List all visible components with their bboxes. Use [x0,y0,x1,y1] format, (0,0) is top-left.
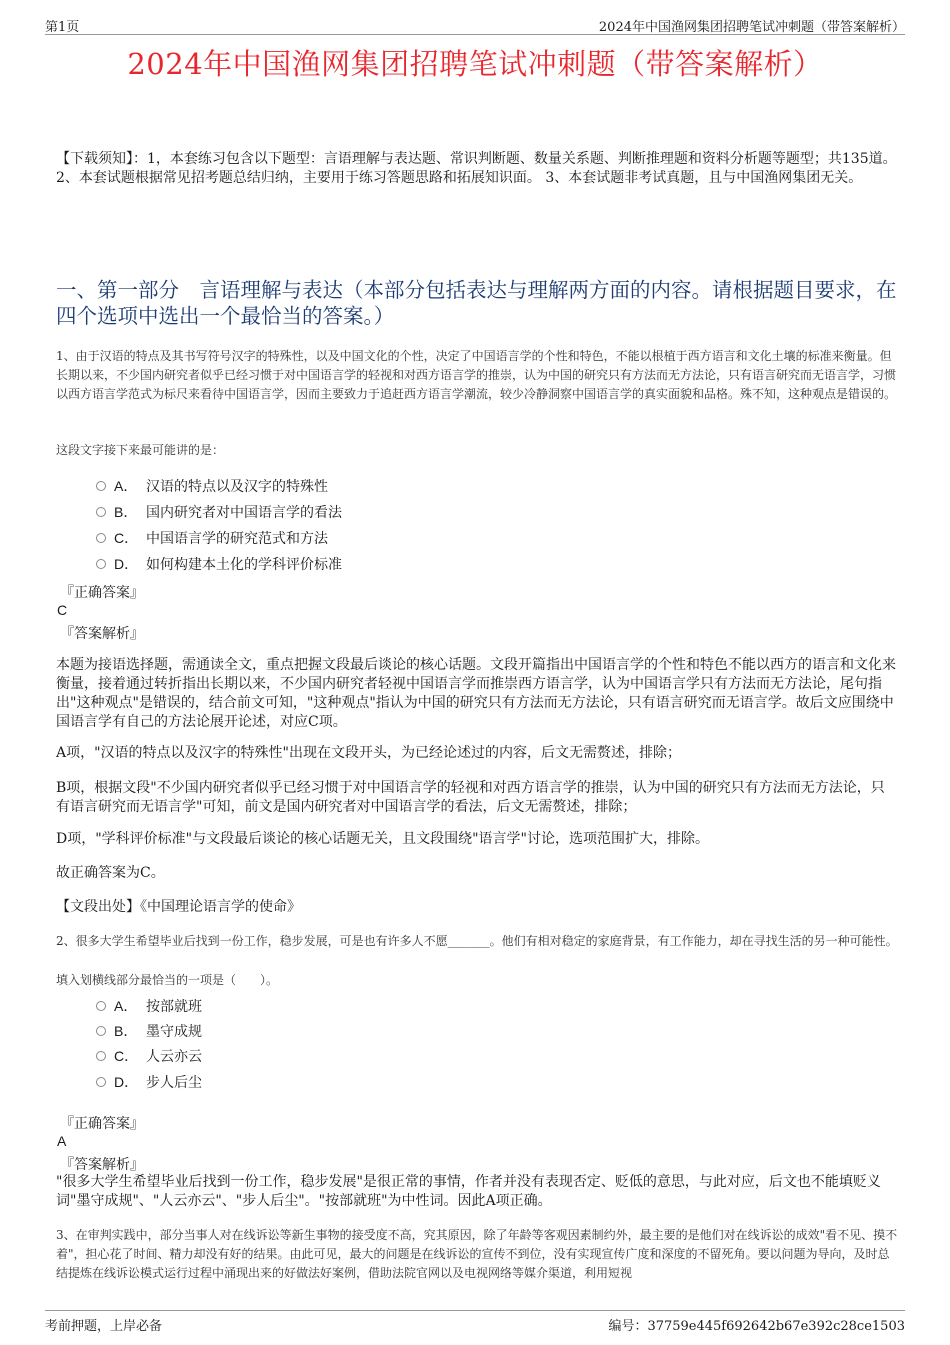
q2-option-c[interactable]: C． 人云亦云 [96,1046,202,1066]
radio-icon[interactable] [96,1051,106,1061]
q1-stem: 1、由于汉语的特点及其书写符号汉字的特殊性，以及中国文化的个性，决定了中国语言学的个性和特色，不能以根植于西方语言和文化土壤的标准来衡量。但长期以来，不少国内研究者似乎已经习惯于对中国语言学的轻视和对西方语言学的推崇，认为中国的研究只有方法而无方法论，只有语言研究而无语言学，习惯以西方语言学范式为标尺来看待中国语言学，因而主要致力于追赶西方语言学潮流，较少冷静洞察中国语言学的真实面貌和品格。殊不知，这种观点是错误的。 [56,349,897,401]
q2-option-b[interactable]: B． 墨守成规 [96,1021,202,1041]
radio-icon[interactable] [96,1026,106,1036]
radio-icon[interactable] [96,1077,106,1087]
q2-stem: 2、很多大学生希望毕业后找到一份工作，稳步发展，可是也有许多人不愿_______。他们有相对稳定的家庭背景，有工作能力，却在寻找生活的另一种可能性。 [56,934,898,948]
q2-answer-label: 『正确答案』 [60,1116,144,1132]
q1-option-c[interactable]: C． 中国语言学的研究范式和方法 [96,528,328,548]
page-number: 第1页 [45,20,80,35]
q1-answer: C [57,602,68,618]
section-heading: 一、第一部分 言语理解与表达（本部分包括表达与理解两方面的内容。请根据题目要求，在四个选项中选出一个最恰当的答案。） [56,278,897,328]
q1-analysis-label: 『答案解析』 [60,626,144,642]
page-header [45,14,905,35]
q1-option-a[interactable]: A． 汉语的特点以及汉字的特殊性 [96,476,328,496]
q2-answer: A [57,1133,67,1149]
q1-analysis-b: B项，根据文段"不少国内研究者似乎已经习惯于对中国语言学的轻视和对西方语言学的推崇，认为中国的研究只有方法而无方法论，只有语言研究而无语言学"可知，前文是国内研究者对中国语言学的看法，后文无需赘述，排除； [56,780,885,815]
radio-icon[interactable] [96,1001,106,1011]
footer-slogan: 考前押题，上岸必备 [45,1319,163,1334]
q1-analysis-d: D项，"学科评价标准"与文段最后谈论的核心话题无关，且文段围绕"语言学"讨论，选项范围扩大，排除。 [56,831,709,847]
q2-option-d[interactable]: D． 步人后尘 [96,1072,202,1092]
q2-option-a[interactable]: A． 按部就班 [96,996,202,1016]
radio-icon[interactable] [96,559,106,569]
q3-stem: 3、在审判实践中，部分当事人对在线诉讼等新生事物的接受度不高，究其原因，除了年龄等客观因素制约外，最主要的是他们对在线诉讼的成效"看不见、摸不着"，担心花了时间、精力却没有好的结果。由此可见，最大的问题是在线诉讼的宣传不到位，没有实现宣传广度和深度的不留死角。要以问题为导向，及时总结提炼在线诉讼模式运行过程中涌现出来的好做法好案例，借助法院官网以及电视网络等媒介渠道，利用短视 [56,1228,898,1280]
download-notice: 【下载须知】：1，本套练习包含以下题型：言语理解与表达题、常识判断题、数量关系题、判断推理题和资料分析题等题型；共135道。 2、本套试题根据常见招考题总结归纳，主要用于练习答题思路和拓展知识面。 3、本套试题非考试真题，且与中国渔网集团无关。 [56,151,897,186]
q1-analysis-main: 本题为接语选择题，需通读全文，重点把握文段最后谈论的核心话题。文段开篇指出中国语言学的个性和特色不能以西方的语言和文化来衡量，接着通过转折指出长期以来，不少国内研究者轻视中国语言学而推崇西方语言学，认为中国语言学只有方法而无方法论，尾句指出"这种观点"是错误的，结合前文可知，"这种观点"指认为中国的研究只有方法而无方法论，只有语言研究而无语言学。故后文应围绕中国语言学有自己的方法论展开论述，对应C项。 [56,657,896,730]
document-title: 2024年中国渔网集团招聘笔试冲刺题（带答案解析） [127,47,823,81]
header-doc-title: 2024年中国渔网集团招聘笔试冲刺题（带答案解析） [598,20,905,35]
radio-icon[interactable] [96,533,106,543]
q1-question: 这段文字接下来最可能讲的是： [56,443,225,457]
q2-question: 填入划横线部分最恰当的一项是（ ）。 [56,973,279,987]
q1-answer-label: 『正确答案』 [60,585,144,601]
q1-analysis-conclusion: 故正确答案为C。 [56,865,165,881]
radio-icon[interactable] [96,481,106,491]
q1-option-d[interactable]: D． 如何构建本土化的学科评价标准 [96,554,342,574]
q1-source: 【文段出处】《中国理论语言学的使命》 [56,899,301,915]
q2-analysis: "很多大学生希望毕业后找到一份工作，稳步发展"是很正常的事情，作者并没有表现否定、贬低的意思，与此对应，后文也不能填贬义词"墨守成规"、"人云亦云"、"步人后尘"。"按部就班"为中性词。因此A项正确。 [56,1174,881,1209]
radio-icon[interactable] [96,507,106,517]
footer-doc-id: 编号：37759e445f692642b67e392c28ce1503 [608,1319,905,1334]
page-footer [45,1310,905,1334]
q1-analysis-a: A项，"汉语的特点以及汉字的特殊性"出现在文段开头，为已经论述过的内容，后文无需赘述，排除； [56,745,681,761]
q1-option-b[interactable]: B． 国内研究者对中国语言学的看法 [96,502,342,522]
q2-analysis-label: 『答案解析』 [60,1157,144,1173]
